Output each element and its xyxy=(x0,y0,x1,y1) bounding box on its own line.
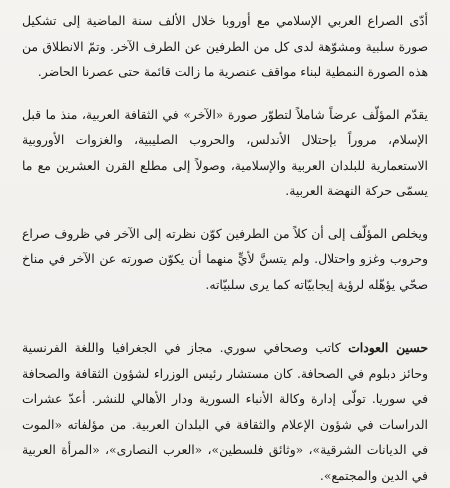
summary-paragraph-1: أدّى الصراع العربي الإسلامي مع أوروبا خلال الألف سنة الماضية إلى تشكيل صورة سلبية ومشوّهة لدى كل من الطرفين عن الطرف الآخر. وتمّ الانطلاق من هذه الصورة النمطية لبناء مواقف عنصرية ما زالت قائمة حتى عصرنا الحاضر. xyxy=(22,13,428,79)
summary-paragraph-3: ويخلص المؤلّف إلى أن كلاً من الطرفين كوّن نظرته إلى الآخر في ظروف صراع وحروب وغزو واحتلال. ولم يتسنَّ لأيٍّ منهما أن يكوّن صورته عن الآخر في مناخ صحّي يؤهّله لرؤية إيجابيّاته كما يرى سلبيّاته. xyxy=(22,225,428,292)
author-bio-text: كاتب وصحافي سوري. مجاز في الجغرافيا واللغة الفرنسية وحائز دبلوم في الصحافة. كان مستشار رئيس الوزراء لشؤون الثقافة والصحافة في سوريا. تولّى إدارة وكالة الأنباء السورية ودار الأهالي للنشر. أعدّ عشرات الدراسات في شؤون الإعلام والثقافة في البلدان العربية. من مؤلفاته «الموت في الديانات الشرقية»، «وثائق فلسطين»، «العرب النصارى»، «المرأة العربية في الدين والمجتمع». xyxy=(22,340,428,483)
author-bio xyxy=(22,335,428,488)
summary-paragraph-2: يقدّم المؤلّف عرضاً شاملاً لتطوّر صورة «الآخر» في الثقافة العربية، منذ ما قبل الإسلام، مروراً بإحتلال الأندلس، والحروب الصليبية، والغزوات الأوروبية الاستعمارية للبلدان العربية والإسلامية، وصولاً إلى مطلع القرن العشرين مع ما يسمّى حركة النهضة العربية. xyxy=(22,106,428,198)
author-name: حسين العودات xyxy=(348,340,429,355)
